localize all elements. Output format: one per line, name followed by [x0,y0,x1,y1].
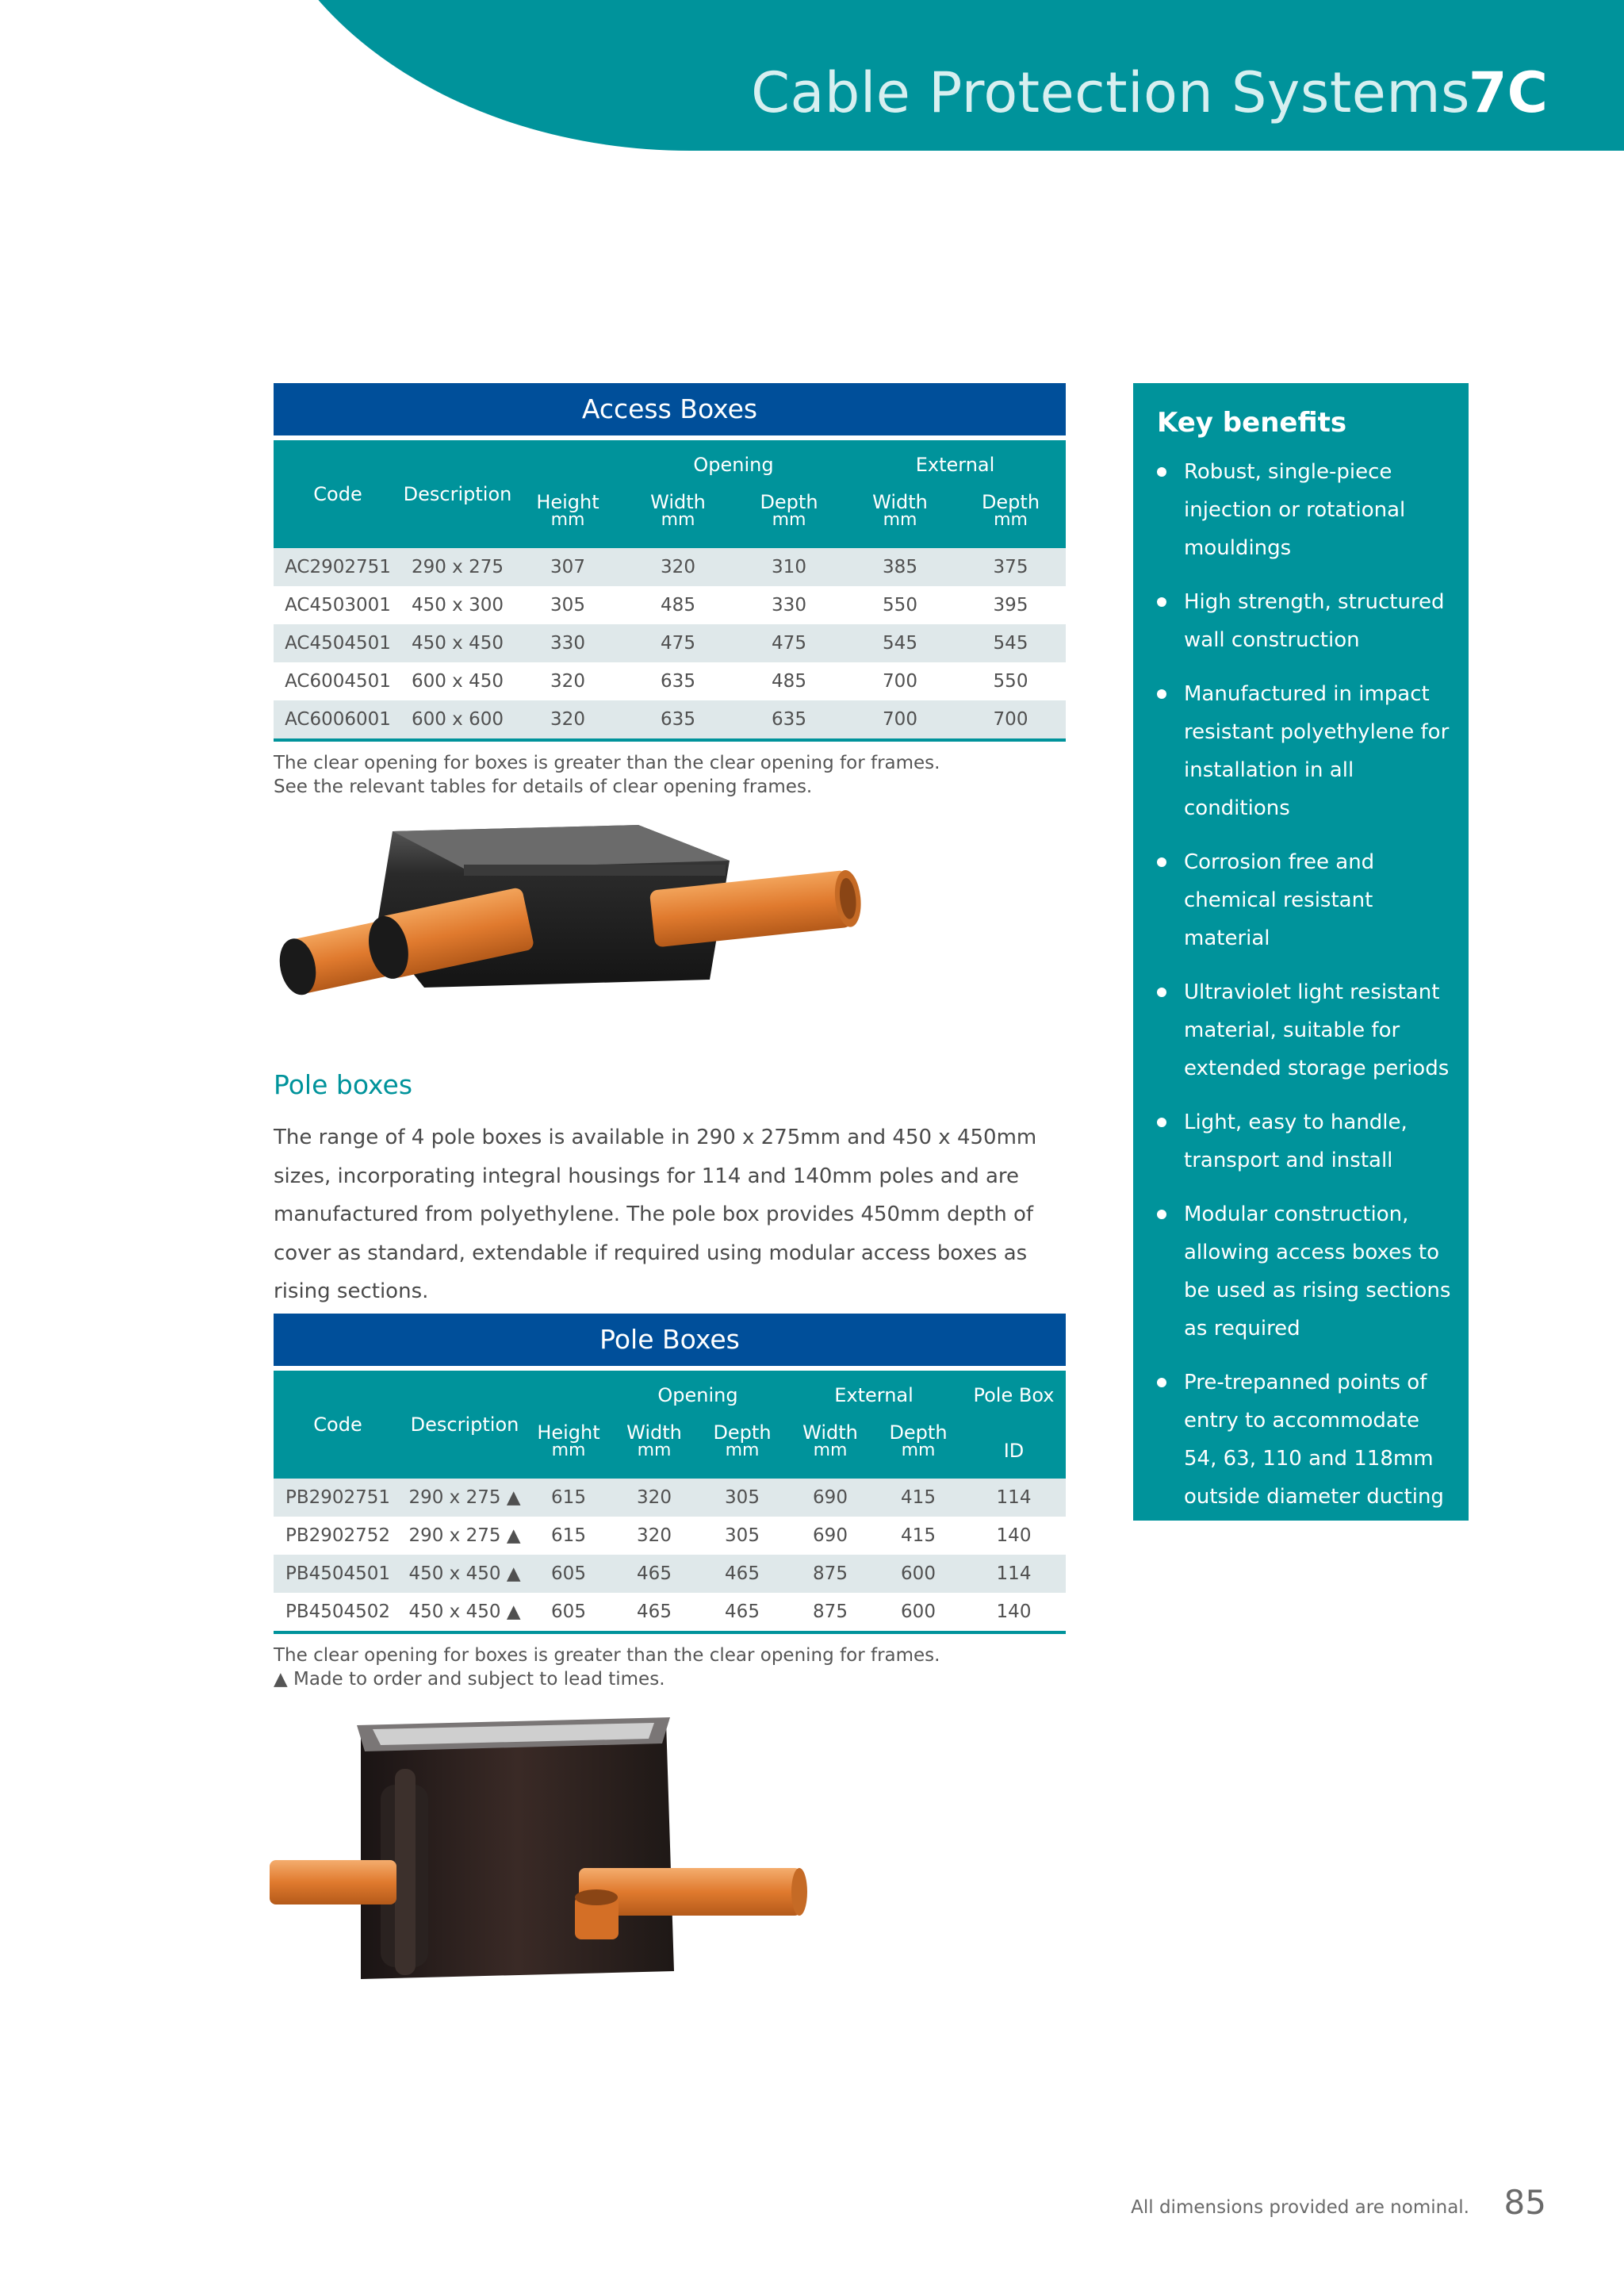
header-description: Description [402,1371,527,1479]
cell-pole-id: 114 [962,1555,1066,1593]
cell-opening-width: 485 [622,586,733,624]
header-external-depth: Depth mm [956,489,1066,548]
table-row [274,1517,1066,1555]
page-title: Cable Protection Systems [751,60,1470,125]
cell-description: 290 x 275 ▲ [402,1517,527,1555]
cell-external-width: 550 [845,586,956,624]
bullet-icon [1157,1210,1166,1219]
header-height: Height mm [527,1420,610,1479]
header-opening-depth: Depth mm [733,489,845,548]
pole-boxes-title: Pole Boxes [274,1314,1066,1366]
header-opening-width: Width mm [622,489,733,548]
cell-pole-id: 140 [962,1593,1066,1632]
benefit-item: High strength, structured wall construction [1157,583,1454,659]
cell-description: 450 x 300 [402,586,513,624]
note-line: The clear opening for boxes is greater than the clear opening for frames. [274,753,940,773]
bullet-icon [1157,1118,1166,1127]
cell-external-width: 700 [845,700,956,740]
cell-external-width: 875 [786,1593,875,1632]
cell-description: 600 x 600 [402,700,513,740]
key-benefits-panel [1133,383,1469,1563]
cell-opening-depth: 465 [699,1593,786,1632]
benefit-item: Manufactured in impact resistant polyethylene for installation in all conditions [1157,675,1454,827]
header-description: Description [402,440,513,548]
cell-code: PB4504501 [274,1555,402,1593]
cell-opening-width: 635 [622,662,733,700]
header-blank [527,1371,610,1420]
cell-external-depth: 415 [875,1517,962,1555]
benefit-item: Can also be stacked [1157,1532,1454,1570]
footer-note: All dimensions provided are nominal. [1131,2197,1469,2218]
cell-description: 290 x 275 ▲ [402,1479,527,1517]
cell-code: AC6006001 [274,700,402,740]
header-opening: Opening [610,1371,786,1420]
cell-pole-id: 140 [962,1517,1066,1555]
cell-opening-depth: 485 [733,662,845,700]
header-external-depth: Depth mm [875,1420,962,1479]
cell-opening-width: 635 [622,700,733,740]
cell-opening-depth: 305 [699,1517,786,1555]
pole-boxes-heading: Pole boxes [274,1069,413,1100]
access-box-photo [266,817,900,1015]
cell-height: 605 [527,1593,610,1632]
header-opening-width: Width mm [610,1420,699,1479]
cell-description: 290 x 275 [402,548,513,586]
cell-external-depth: 375 [956,548,1066,586]
table-row [274,1555,1066,1593]
cell-external-width: 690 [786,1517,875,1555]
access-boxes-table-block [274,383,1066,799]
cell-height: 615 [527,1517,610,1555]
cell-description: 450 x 450 ▲ [402,1593,527,1632]
cell-height: 330 [513,624,622,662]
bullet-icon [1157,597,1166,607]
table-row [274,1479,1066,1517]
cell-external-depth: 600 [875,1593,962,1632]
cell-opening-depth: 305 [699,1479,786,1517]
cell-external-depth: 600 [875,1555,962,1593]
access-boxes-table [274,440,1066,742]
benefit-item: Modular construction, allowing access boxes to be used as rising sections as required [1157,1195,1454,1348]
table-row [274,662,1066,700]
benefit-item: Robust, single-piece injection or rotational mouldings [1157,453,1454,567]
benefits-list [1157,453,1454,1570]
cell-opening-depth: 465 [699,1555,786,1593]
access-boxes-title: Access Boxes [274,383,1066,435]
cell-code: AC6004501 [274,662,402,700]
cell-opening-width: 320 [610,1479,699,1517]
cell-opening-width: 475 [622,624,733,662]
cell-external-width: 875 [786,1555,875,1593]
header-external: External [786,1371,962,1420]
cell-opening-depth: 475 [733,624,845,662]
cell-external-width: 690 [786,1479,875,1517]
cell-external-depth: 550 [956,662,1066,700]
bullet-icon [1157,689,1166,699]
note-line: ▲ Made to order and subject to lead times. [274,1669,665,1690]
cell-external-width: 545 [845,624,956,662]
benefit-item: Corrosion free and chemical resistant material [1157,843,1454,957]
header-external-width: Width mm [786,1420,875,1479]
note-line: The clear opening for boxes is greater than the clear opening for frames. [274,1645,940,1666]
cell-external-depth: 395 [956,586,1066,624]
header-code: Code [274,1371,402,1479]
pole-box-photo [270,1713,809,1991]
header-external-width: Width mm [845,489,956,548]
header-opening: Opening [622,440,845,489]
cell-opening-width: 320 [622,548,733,586]
chapter-label: 7C [1468,60,1548,125]
cell-description: 450 x 450 ▲ [402,1555,527,1593]
cell-opening-depth: 330 [733,586,845,624]
cell-code: PB2902752 [274,1517,402,1555]
table-row [274,1593,1066,1632]
cell-external-depth: 545 [956,624,1066,662]
cell-height: 307 [513,548,622,586]
cell-description: 600 x 450 [402,662,513,700]
bullet-icon [1157,467,1166,477]
cell-opening-depth: 310 [733,548,845,586]
header-code: Code [274,440,402,548]
benefit-item: Pre-trepanned points of entry to accommodate 54, 63, 110 and 118mm outside diameter ducting [1157,1364,1454,1516]
table-row [274,624,1066,662]
table-row [274,548,1066,586]
cell-external-width: 385 [845,548,956,586]
cell-description: 450 x 450 [402,624,513,662]
pole-boxes-paragraph: The range of 4 pole boxes is available in 290 x 275mm and 450 x 450mm sizes, incorporating integral housings for 114 and 140mm poles and are manufactured from polyethylene. The pole box provides 450mm depth of cover as standard, extendable if required using modular access boxes as rising sections. [274,1126,1037,1303]
header-id: ID [962,1420,1066,1479]
bullet-icon [1157,988,1166,997]
key-benefits-title: Key benefits [1157,407,1347,439]
cell-code: AC2902751 [274,548,402,586]
cell-code: AC4503001 [274,586,402,624]
pole-boxes-notes [274,1644,1066,1691]
cell-external-depth: 415 [875,1479,962,1517]
cell-opening-width: 465 [610,1593,699,1632]
cell-height: 320 [513,662,622,700]
cell-height: 605 [527,1555,610,1593]
header-pole-box: Pole Box [962,1371,1066,1420]
cell-height: 305 [513,586,622,624]
pole-boxes-table-block [274,1314,1066,1691]
cell-opening-width: 465 [610,1555,699,1593]
note-line: See the relevant tables for details of clear opening frames. [274,777,813,797]
pole-boxes-table [274,1371,1066,1634]
cell-pole-id: 114 [962,1479,1066,1517]
header-external: External [845,440,1066,489]
header-height: Height mm [513,489,622,548]
bullet-icon [1157,1546,1166,1555]
cell-external-width: 700 [845,662,956,700]
benefit-item: Light, easy to handle, transport and install [1157,1103,1454,1180]
cell-code: PB4504502 [274,1593,402,1632]
bullet-icon [1157,1378,1166,1387]
cell-height: 320 [513,700,622,740]
cell-opening-width: 320 [610,1517,699,1555]
table-row [274,700,1066,740]
benefit-item: Ultraviolet light resistant material, suitable for extended storage periods [1157,973,1454,1087]
cell-code: AC4504501 [274,624,402,662]
page-number: 85 [1503,2183,1546,2222]
header-blank [513,440,622,489]
cell-code: PB2902751 [274,1479,402,1517]
cell-external-depth: 700 [956,700,1066,740]
access-boxes-notes [274,751,1066,799]
table-row [274,586,1066,624]
header-opening-depth: Depth mm [699,1420,786,1479]
cell-height: 615 [527,1479,610,1517]
bullet-icon [1157,857,1166,867]
cell-opening-depth: 635 [733,700,845,740]
